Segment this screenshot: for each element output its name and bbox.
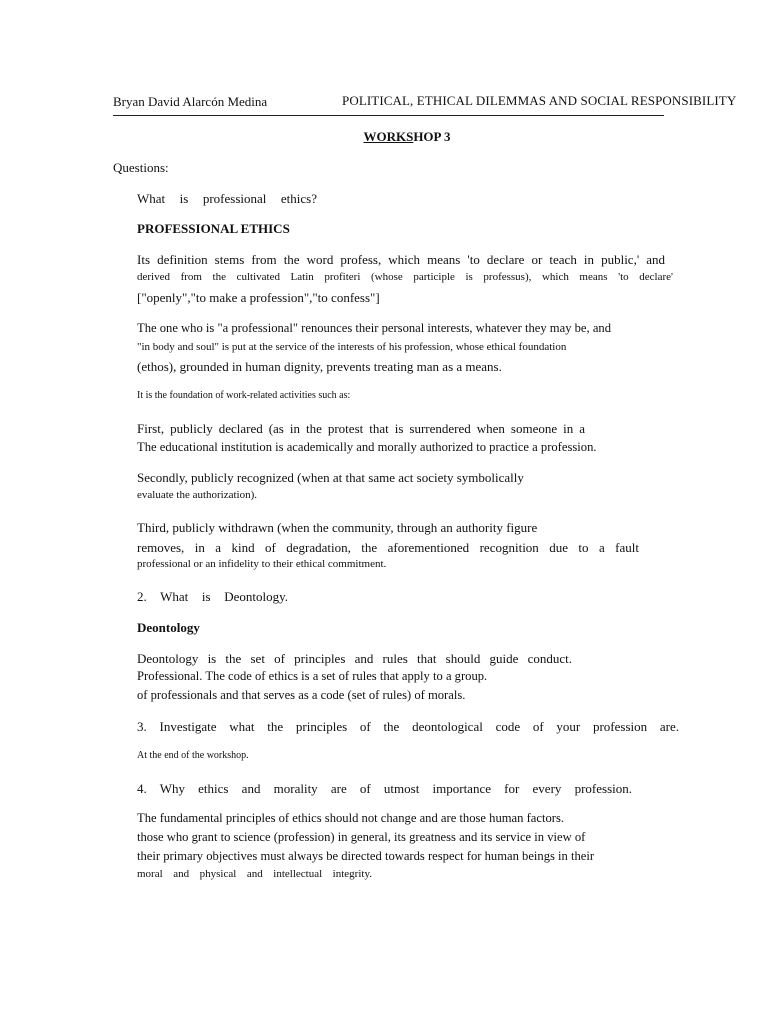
heading-deontology: Deontology — [137, 620, 200, 635]
paragraph-line: removes, in a kind of degradation, the aforementioned recognition due to a fault — [137, 540, 639, 555]
paragraph-line: Third, publicly withdrawn (when the community, through an authority figure — [137, 520, 538, 535]
paragraph-line: The educational institution is academically and morally authorized to practice a profession. — [137, 440, 597, 454]
page-header — [113, 93, 737, 112]
paragraph-line: Deontology is the set of principles and rules that should guide conduct. — [137, 651, 572, 666]
paragraph-line: moral and physical and intellectual integrity. — [137, 868, 372, 880]
question-2: 2. What is Deontology. — [137, 589, 288, 604]
paragraph-line: It is the foundation of work-related activities such as: — [137, 390, 351, 401]
workshop-title — [0, 129, 768, 145]
paragraph-line: The one who is "a professional" renounces their personal interests, whatever they may be, and — [137, 321, 611, 335]
paragraph-line: derived from the cultivated Latin profiteri (whose participle is professus), which means 'to declare' — [137, 271, 673, 283]
paragraph-line: The fundamental principles of ethics should not change and are those human factors. — [137, 811, 565, 825]
answer-3: At the end of the workshop. — [137, 750, 249, 761]
paragraph-line: professional or an infidelity to their ethical commitment. — [137, 558, 387, 570]
paragraph-line: those who grant to science (profession) in general, its greatness and its service in view of — [137, 830, 586, 844]
paragraph-line: First, publicly declared (as in the protest that is surrendered when someone in a — [137, 421, 585, 436]
header-rule — [113, 115, 664, 116]
course-title: POLITICAL, ETHICAL DILEMMAS AND SOCIAL RESPONSIBILITY — [342, 93, 737, 108]
paragraph-line: evaluate the authorization). — [137, 489, 258, 501]
workshop-title-rest: HOP 3 — [413, 129, 451, 144]
questions-label: Questions: — [113, 160, 169, 175]
paragraph-line: ["openly","to make a profession","to confess"] — [137, 290, 380, 305]
paragraph-line: Professional. The code of ethics is a set of rules that apply to a group. — [137, 669, 488, 683]
paragraph-line: (ethos), grounded in human dignity, prevents treating man as a means. — [137, 359, 502, 374]
paragraph-line: of professionals and that serves as a code (set of rules) of morals. — [137, 688, 466, 702]
question-3: 3. Investigate what the principles of the deontological code of your profession are. — [137, 719, 679, 734]
author-name: Bryan David Alarcón Medina — [113, 94, 268, 109]
workshop-title-underlined: WORKS — [363, 129, 414, 144]
question-1: What is professional ethics? — [137, 191, 317, 206]
heading-professional-ethics: PROFESSIONAL ETHICS — [137, 221, 290, 236]
question-4: 4. Why ethics and morality are of utmost importance for every profession. — [137, 781, 632, 796]
paragraph-line: Its definition stems from the word profess, which means 'to declare or teach in public,' and — [137, 252, 665, 267]
paragraph-line: their primary objectives must always be directed towards respect for human beings in their — [137, 849, 595, 863]
paragraph-line: Secondly, publicly recognized (when at that same act society symbolically — [137, 470, 524, 485]
paragraph-line: "in body and soul" is put at the service of the interests of his profession, whose ethical foundation — [137, 341, 567, 353]
